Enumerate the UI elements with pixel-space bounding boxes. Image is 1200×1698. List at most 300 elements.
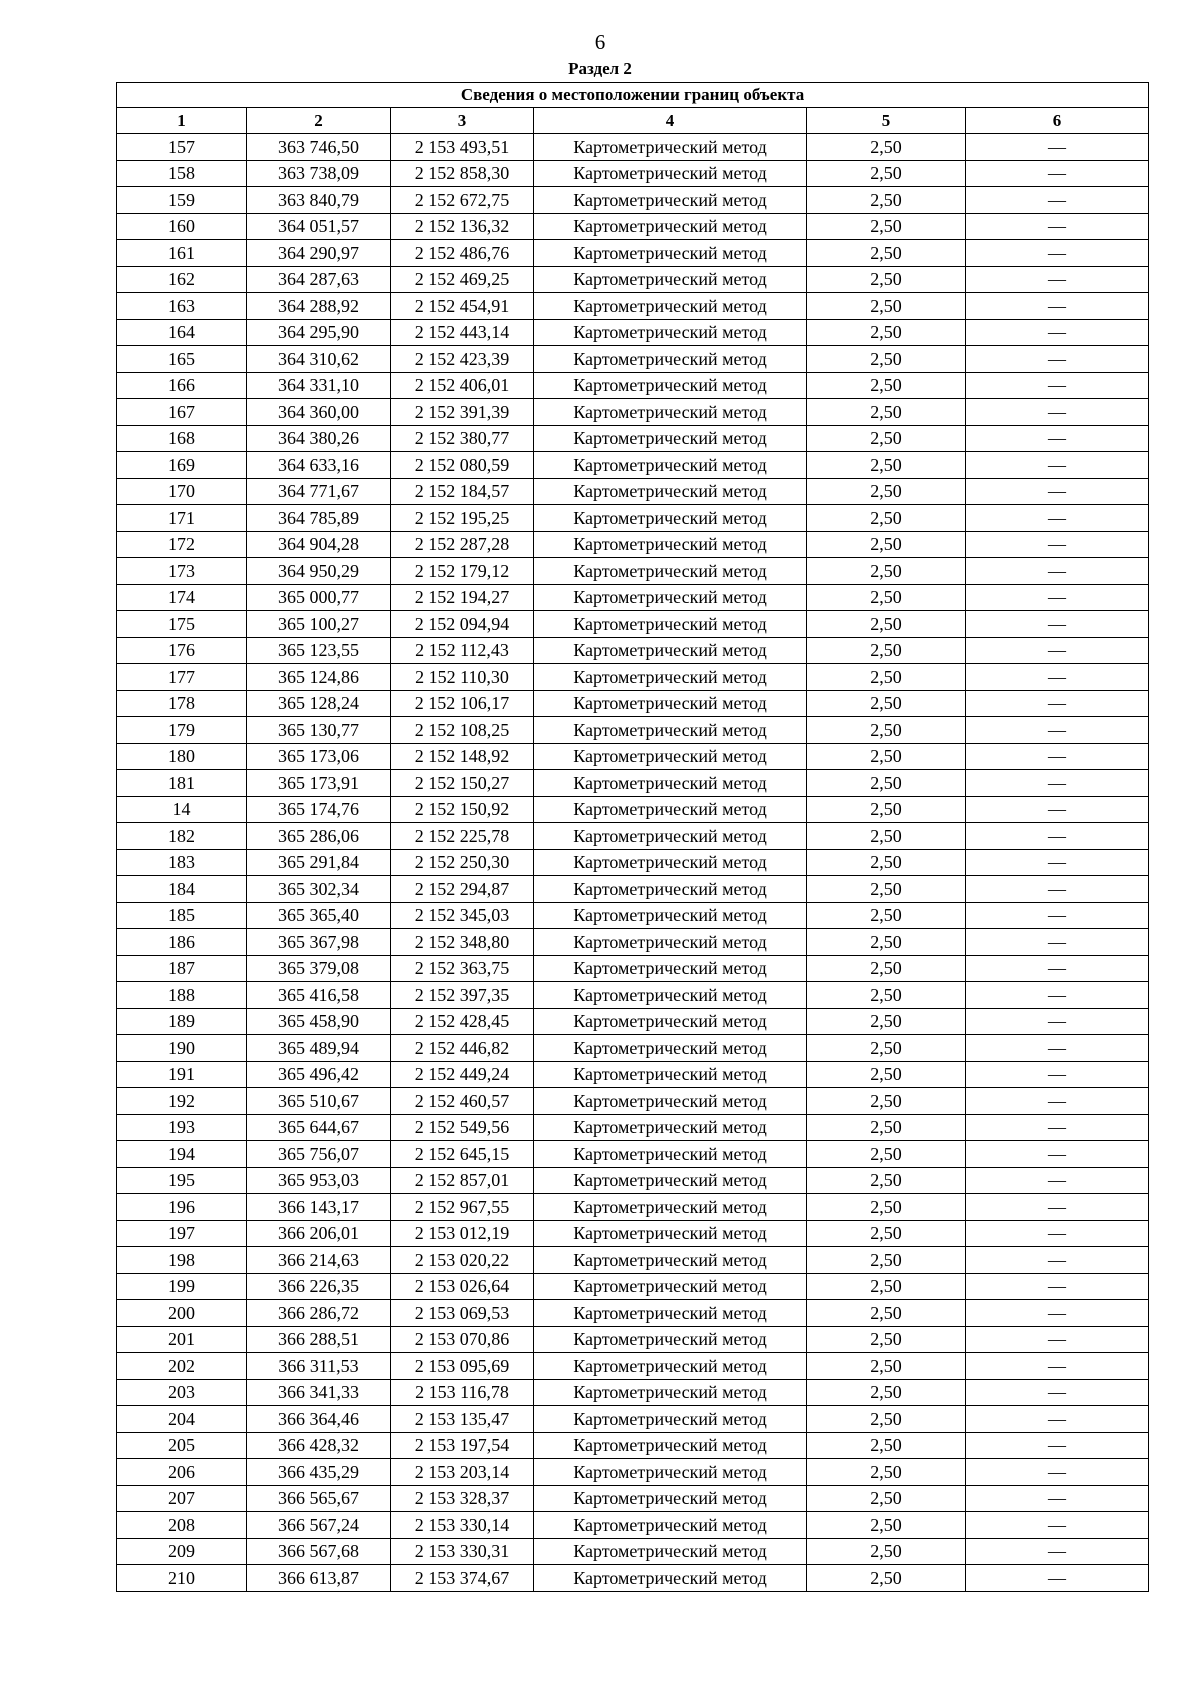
cell-method: Картометрический метод	[534, 187, 807, 214]
cell-accuracy: 2,50	[807, 1194, 966, 1221]
cell-y-coordinate: 2 152 345,03	[391, 902, 534, 929]
cell-accuracy: 2,50	[807, 717, 966, 744]
cell-accuracy: 2,50	[807, 1379, 966, 1406]
cell-y-coordinate: 2 152 449,24	[391, 1061, 534, 1088]
cell-x-coordinate: 365 510,67	[247, 1088, 391, 1115]
cell-accuracy: 2,50	[807, 770, 966, 797]
table-row	[117, 1088, 1149, 1115]
cell-accuracy: 2,50	[807, 399, 966, 426]
cell-method: Картометрический метод	[534, 346, 807, 373]
cell-x-coordinate: 364 380,26	[247, 425, 391, 452]
cell-description: —	[966, 531, 1149, 558]
cell-description: —	[966, 452, 1149, 479]
table-row	[117, 717, 1149, 744]
table-row	[117, 425, 1149, 452]
cell-description: —	[966, 1114, 1149, 1141]
cell-method: Картометрический метод	[534, 505, 807, 532]
cell-description: —	[966, 1565, 1149, 1592]
cell-accuracy: 2,50	[807, 1353, 966, 1380]
cell-description: —	[966, 1538, 1149, 1565]
cell-accuracy: 2,50	[807, 955, 966, 982]
table-row	[117, 876, 1149, 903]
cell-accuracy: 2,50	[807, 690, 966, 717]
cell-point-number: 161	[117, 240, 247, 267]
table-row	[117, 1114, 1149, 1141]
cell-method: Картометрический метод	[534, 664, 807, 691]
cell-y-coordinate: 2 153 012,19	[391, 1220, 534, 1247]
cell-y-coordinate: 2 153 374,67	[391, 1565, 534, 1592]
table-row	[117, 452, 1149, 479]
cell-description: —	[966, 134, 1149, 161]
cell-accuracy: 2,50	[807, 478, 966, 505]
cell-x-coordinate: 364 785,89	[247, 505, 391, 532]
cell-y-coordinate: 2 152 112,43	[391, 637, 534, 664]
cell-method: Картометрический метод	[534, 1485, 807, 1512]
cell-x-coordinate: 364 288,92	[247, 293, 391, 320]
cell-accuracy: 2,50	[807, 558, 966, 585]
cell-description: —	[966, 1512, 1149, 1539]
cell-point-number: 178	[117, 690, 247, 717]
cell-accuracy: 2,50	[807, 425, 966, 452]
cell-method: Картометрический метод	[534, 1432, 807, 1459]
cell-method: Картометрический метод	[534, 558, 807, 585]
cell-accuracy: 2,50	[807, 452, 966, 479]
cell-accuracy: 2,50	[807, 372, 966, 399]
cell-method: Картометрический метод	[534, 849, 807, 876]
cell-method: Картометрический метод	[534, 1538, 807, 1565]
cell-point-number: 163	[117, 293, 247, 320]
cell-x-coordinate: 364 331,10	[247, 372, 391, 399]
column-number-row	[117, 108, 1149, 134]
cell-accuracy: 2,50	[807, 1326, 966, 1353]
cell-x-coordinate: 365 644,67	[247, 1114, 391, 1141]
table-row	[117, 929, 1149, 956]
cell-y-coordinate: 2 152 148,92	[391, 743, 534, 770]
table-row	[117, 1379, 1149, 1406]
cell-y-coordinate: 2 152 454,91	[391, 293, 534, 320]
cell-y-coordinate: 2 152 858,30	[391, 160, 534, 187]
cell-x-coordinate: 365 496,42	[247, 1061, 391, 1088]
cell-accuracy: 2,50	[807, 664, 966, 691]
cell-method: Картометрический метод	[534, 531, 807, 558]
cell-accuracy: 2,50	[807, 1485, 966, 1512]
table-row	[117, 1167, 1149, 1194]
cell-x-coordinate: 366 435,29	[247, 1459, 391, 1486]
cell-description: —	[966, 611, 1149, 638]
table-row	[117, 213, 1149, 240]
table-row	[117, 664, 1149, 691]
table-row	[117, 1512, 1149, 1539]
cell-accuracy: 2,50	[807, 1141, 966, 1168]
cell-method: Картометрический метод	[534, 1379, 807, 1406]
cell-x-coordinate: 364 904,28	[247, 531, 391, 558]
cell-y-coordinate: 2 153 026,64	[391, 1273, 534, 1300]
cell-description: —	[966, 399, 1149, 426]
cell-y-coordinate: 2 153 070,86	[391, 1326, 534, 1353]
cell-accuracy: 2,50	[807, 823, 966, 850]
cell-description: —	[966, 690, 1149, 717]
table-row	[117, 1485, 1149, 1512]
cell-method: Картометрический метод	[534, 1565, 807, 1592]
cell-point-number: 188	[117, 982, 247, 1009]
cell-y-coordinate: 2 152 348,80	[391, 929, 534, 956]
cell-x-coordinate: 365 128,24	[247, 690, 391, 717]
cell-x-coordinate: 363 738,09	[247, 160, 391, 187]
cell-accuracy: 2,50	[807, 160, 966, 187]
cell-description: —	[966, 160, 1149, 187]
cell-y-coordinate: 2 152 397,35	[391, 982, 534, 1009]
cell-x-coordinate: 365 416,58	[247, 982, 391, 1009]
table-row	[117, 240, 1149, 267]
column-number-4: 4	[534, 108, 807, 134]
table-row	[117, 346, 1149, 373]
table-row	[117, 982, 1149, 1009]
cell-y-coordinate: 2 152 406,01	[391, 372, 534, 399]
cell-y-coordinate: 2 152 469,25	[391, 266, 534, 293]
cell-accuracy: 2,50	[807, 1061, 966, 1088]
cell-point-number: 200	[117, 1300, 247, 1327]
cell-point-number: 160	[117, 213, 247, 240]
cell-method: Картометрический метод	[534, 1273, 807, 1300]
cell-point-number: 203	[117, 1379, 247, 1406]
cell-method: Картометрический метод	[534, 796, 807, 823]
cell-y-coordinate: 2 152 194,27	[391, 584, 534, 611]
cell-point-number: 183	[117, 849, 247, 876]
cell-method: Картометрический метод	[534, 876, 807, 903]
cell-x-coordinate: 366 565,67	[247, 1485, 391, 1512]
cell-method: Картометрический метод	[534, 717, 807, 744]
cell-y-coordinate: 2 152 549,56	[391, 1114, 534, 1141]
cell-x-coordinate: 365 124,86	[247, 664, 391, 691]
cell-method: Картометрический метод	[534, 1406, 807, 1433]
cell-x-coordinate: 365 379,08	[247, 955, 391, 982]
cell-x-coordinate: 365 123,55	[247, 637, 391, 664]
cell-y-coordinate: 2 152 106,17	[391, 690, 534, 717]
cell-x-coordinate: 364 290,97	[247, 240, 391, 267]
cell-point-number: 169	[117, 452, 247, 479]
cell-accuracy: 2,50	[807, 637, 966, 664]
table-row	[117, 584, 1149, 611]
cell-accuracy: 2,50	[807, 1088, 966, 1115]
cell-description: —	[966, 1406, 1149, 1433]
cell-y-coordinate: 2 153 330,14	[391, 1512, 534, 1539]
column-number-1: 1	[117, 108, 247, 134]
cell-description: —	[966, 1353, 1149, 1380]
cell-x-coordinate: 365 365,40	[247, 902, 391, 929]
cell-y-coordinate: 2 152 250,30	[391, 849, 534, 876]
cell-point-number: 165	[117, 346, 247, 373]
cell-description: —	[966, 1008, 1149, 1035]
cell-y-coordinate: 2 152 110,30	[391, 664, 534, 691]
cell-x-coordinate: 366 364,46	[247, 1406, 391, 1433]
cell-point-number: 172	[117, 531, 247, 558]
cell-method: Картометрический метод	[534, 266, 807, 293]
cell-y-coordinate: 2 152 287,28	[391, 531, 534, 558]
cell-point-number: 162	[117, 266, 247, 293]
cell-description: —	[966, 1167, 1149, 1194]
cell-accuracy: 2,50	[807, 1512, 966, 1539]
cell-accuracy: 2,50	[807, 1406, 966, 1433]
page-number: 6	[594, 30, 606, 54]
cell-description: —	[966, 664, 1149, 691]
cell-accuracy: 2,50	[807, 1538, 966, 1565]
cell-method: Картометрический метод	[534, 1141, 807, 1168]
cell-point-number: 157	[117, 134, 247, 161]
cell-point-number: 206	[117, 1459, 247, 1486]
cell-accuracy: 2,50	[807, 213, 966, 240]
table-row	[117, 823, 1149, 850]
cell-point-number: 175	[117, 611, 247, 638]
cell-description: —	[966, 1220, 1149, 1247]
cell-method: Картометрический метод	[534, 478, 807, 505]
cell-description: —	[966, 796, 1149, 823]
cell-y-coordinate: 2 152 094,94	[391, 611, 534, 638]
cell-x-coordinate: 366 288,51	[247, 1326, 391, 1353]
table-row	[117, 770, 1149, 797]
table-row	[117, 293, 1149, 320]
cell-method: Картометрический метод	[534, 399, 807, 426]
cell-point-number: 202	[117, 1353, 247, 1380]
cell-method: Картометрический метод	[534, 929, 807, 956]
cell-y-coordinate: 2 152 150,92	[391, 796, 534, 823]
cell-point-number: 205	[117, 1432, 247, 1459]
cell-method: Картометрический метод	[534, 1194, 807, 1221]
cell-y-coordinate: 2 152 080,59	[391, 452, 534, 479]
cell-x-coordinate: 366 567,68	[247, 1538, 391, 1565]
cell-method: Картометрический метод	[534, 611, 807, 638]
table-row	[117, 266, 1149, 293]
cell-accuracy: 2,50	[807, 1167, 966, 1194]
cell-point-number: 208	[117, 1512, 247, 1539]
cell-accuracy: 2,50	[807, 902, 966, 929]
cell-point-number: 14	[117, 796, 247, 823]
table-row	[117, 1220, 1149, 1247]
table-row	[117, 1273, 1149, 1300]
cell-accuracy: 2,50	[807, 1114, 966, 1141]
table-row	[117, 478, 1149, 505]
cell-accuracy: 2,50	[807, 1565, 966, 1592]
cell-x-coordinate: 364 295,90	[247, 319, 391, 346]
cell-description: —	[966, 876, 1149, 903]
cell-y-coordinate: 2 152 645,15	[391, 1141, 534, 1168]
table-row	[117, 1432, 1149, 1459]
cell-method: Картометрический метод	[534, 134, 807, 161]
cell-description: —	[966, 1273, 1149, 1300]
cell-point-number: 184	[117, 876, 247, 903]
cell-point-number: 209	[117, 1538, 247, 1565]
cell-method: Картометрический метод	[534, 1114, 807, 1141]
cell-method: Картометрический метод	[534, 743, 807, 770]
cell-description: —	[966, 213, 1149, 240]
cell-accuracy: 2,50	[807, 1300, 966, 1327]
table-row	[117, 743, 1149, 770]
cell-method: Картометрический метод	[534, 1035, 807, 1062]
cell-y-coordinate: 2 153 330,31	[391, 1538, 534, 1565]
boundary-coordinates-table	[116, 82, 1149, 1592]
cell-x-coordinate: 363 840,79	[247, 187, 391, 214]
cell-description: —	[966, 743, 1149, 770]
cell-y-coordinate: 2 153 328,37	[391, 1485, 534, 1512]
cell-method: Картометрический метод	[534, 770, 807, 797]
cell-accuracy: 2,50	[807, 584, 966, 611]
cell-x-coordinate: 366 143,17	[247, 1194, 391, 1221]
cell-description: —	[966, 293, 1149, 320]
cell-description: —	[966, 1379, 1149, 1406]
cell-point-number: 176	[117, 637, 247, 664]
cell-method: Картометрический метод	[534, 902, 807, 929]
cell-x-coordinate: 365 286,06	[247, 823, 391, 850]
cell-method: Картометрический метод	[534, 1353, 807, 1380]
cell-y-coordinate: 2 153 069,53	[391, 1300, 534, 1327]
table-row	[117, 1008, 1149, 1035]
cell-y-coordinate: 2 153 116,78	[391, 1379, 534, 1406]
cell-y-coordinate: 2 152 446,82	[391, 1035, 534, 1062]
cell-point-number: 199	[117, 1273, 247, 1300]
cell-accuracy: 2,50	[807, 531, 966, 558]
cell-description: —	[966, 982, 1149, 1009]
cell-point-number: 204	[117, 1406, 247, 1433]
cell-accuracy: 2,50	[807, 1459, 966, 1486]
cell-x-coordinate: 364 360,00	[247, 399, 391, 426]
cell-point-number: 171	[117, 505, 247, 532]
cell-description: —	[966, 372, 1149, 399]
table-row	[117, 955, 1149, 982]
cell-description: —	[966, 1194, 1149, 1221]
cell-x-coordinate: 364 287,63	[247, 266, 391, 293]
cell-accuracy: 2,50	[807, 1008, 966, 1035]
table-caption: Сведения о местоположении границ объекта	[117, 83, 1149, 108]
table-row	[117, 1459, 1149, 1486]
table-row	[117, 690, 1149, 717]
cell-description: —	[966, 1035, 1149, 1062]
cell-x-coordinate: 366 226,35	[247, 1273, 391, 1300]
cell-y-coordinate: 2 152 380,77	[391, 425, 534, 452]
cell-accuracy: 2,50	[807, 1035, 966, 1062]
cell-x-coordinate: 365 173,91	[247, 770, 391, 797]
cell-x-coordinate: 363 746,50	[247, 134, 391, 161]
cell-description: —	[966, 1459, 1149, 1486]
cell-x-coordinate: 366 206,01	[247, 1220, 391, 1247]
cell-x-coordinate: 365 173,06	[247, 743, 391, 770]
cell-method: Картометрический метод	[534, 1008, 807, 1035]
cell-y-coordinate: 2 152 423,39	[391, 346, 534, 373]
cell-point-number: 159	[117, 187, 247, 214]
cell-y-coordinate: 2 152 363,75	[391, 955, 534, 982]
cell-y-coordinate: 2 152 108,25	[391, 717, 534, 744]
cell-accuracy: 2,50	[807, 929, 966, 956]
cell-description: —	[966, 1326, 1149, 1353]
cell-description: —	[966, 240, 1149, 267]
cell-point-number: 194	[117, 1141, 247, 1168]
cell-description: —	[966, 1088, 1149, 1115]
cell-accuracy: 2,50	[807, 1247, 966, 1274]
table-row	[117, 1538, 1149, 1565]
cell-description: —	[966, 505, 1149, 532]
cell-accuracy: 2,50	[807, 796, 966, 823]
cell-y-coordinate: 2 152 486,76	[391, 240, 534, 267]
cell-method: Картометрический метод	[534, 213, 807, 240]
cell-method: Картометрический метод	[534, 1459, 807, 1486]
cell-y-coordinate: 2 152 460,57	[391, 1088, 534, 1115]
cell-y-coordinate: 2 152 225,78	[391, 823, 534, 850]
cell-description: —	[966, 823, 1149, 850]
table-row	[117, 1300, 1149, 1327]
cell-accuracy: 2,50	[807, 1220, 966, 1247]
cell-accuracy: 2,50	[807, 505, 966, 532]
table-row	[117, 1035, 1149, 1062]
cell-method: Картометрический метод	[534, 1512, 807, 1539]
cell-description: —	[966, 425, 1149, 452]
table-row	[117, 1406, 1149, 1433]
cell-method: Картометрический метод	[534, 584, 807, 611]
cell-accuracy: 2,50	[807, 1432, 966, 1459]
cell-accuracy: 2,50	[807, 293, 966, 320]
table-row	[117, 558, 1149, 585]
cell-y-coordinate: 2 152 179,12	[391, 558, 534, 585]
cell-method: Картометрический метод	[534, 1326, 807, 1353]
cell-x-coordinate: 365 130,77	[247, 717, 391, 744]
cell-accuracy: 2,50	[807, 346, 966, 373]
cell-point-number: 158	[117, 160, 247, 187]
cell-accuracy: 2,50	[807, 240, 966, 267]
cell-y-coordinate: 2 153 095,69	[391, 1353, 534, 1380]
cell-x-coordinate: 364 950,29	[247, 558, 391, 585]
table-row	[117, 1247, 1149, 1274]
cell-method: Картометрический метод	[534, 1300, 807, 1327]
cell-x-coordinate: 365 291,84	[247, 849, 391, 876]
cell-accuracy: 2,50	[807, 982, 966, 1009]
cell-point-number: 167	[117, 399, 247, 426]
table-row	[117, 1565, 1149, 1592]
table-row	[117, 531, 1149, 558]
column-number-6: 6	[966, 108, 1149, 134]
cell-accuracy: 2,50	[807, 743, 966, 770]
cell-method: Картометрический метод	[534, 1220, 807, 1247]
section-title: Раздел 2	[568, 59, 632, 78]
table-row	[117, 372, 1149, 399]
cell-method: Картометрический метод	[534, 160, 807, 187]
cell-y-coordinate: 2 153 020,22	[391, 1247, 534, 1274]
cell-method: Картометрический метод	[534, 319, 807, 346]
cell-description: —	[966, 902, 1149, 929]
cell-method: Картометрический метод	[534, 823, 807, 850]
cell-method: Картометрический метод	[534, 1247, 807, 1274]
cell-accuracy: 2,50	[807, 266, 966, 293]
cell-x-coordinate: 366 428,32	[247, 1432, 391, 1459]
cell-y-coordinate: 2 152 136,32	[391, 213, 534, 240]
cell-method: Картометрический метод	[534, 955, 807, 982]
cell-description: —	[966, 637, 1149, 664]
cell-point-number: 173	[117, 558, 247, 585]
cell-description: —	[966, 1300, 1149, 1327]
cell-x-coordinate: 365 174,76	[247, 796, 391, 823]
cell-point-number: 185	[117, 902, 247, 929]
cell-x-coordinate: 366 311,53	[247, 1353, 391, 1380]
cell-method: Картометрический метод	[534, 1088, 807, 1115]
cell-x-coordinate: 364 310,62	[247, 346, 391, 373]
table-row	[117, 796, 1149, 823]
cell-description: —	[966, 1432, 1149, 1459]
cell-accuracy: 2,50	[807, 849, 966, 876]
cell-accuracy: 2,50	[807, 876, 966, 903]
cell-x-coordinate: 366 214,63	[247, 1247, 391, 1274]
cell-point-number: 187	[117, 955, 247, 982]
cell-method: Картометрический метод	[534, 1167, 807, 1194]
cell-point-number: 192	[117, 1088, 247, 1115]
cell-description: —	[966, 1247, 1149, 1274]
cell-point-number: 210	[117, 1565, 247, 1592]
cell-point-number: 170	[117, 478, 247, 505]
